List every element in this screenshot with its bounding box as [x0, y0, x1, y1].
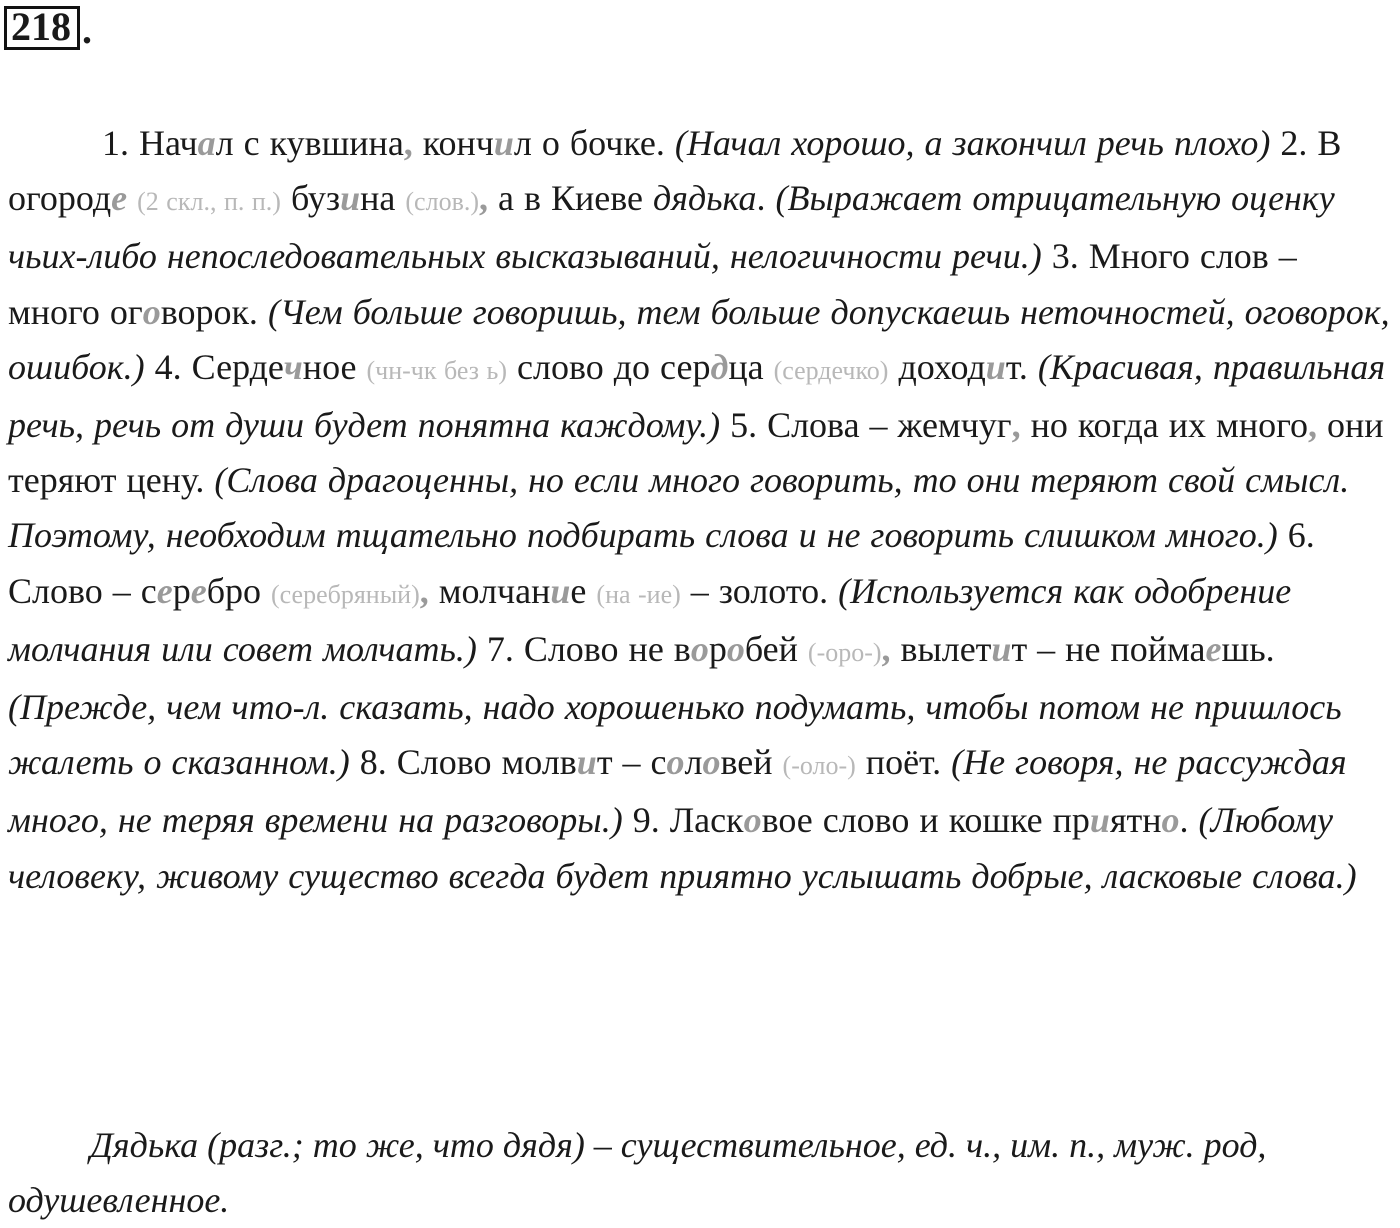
text-run: поёт.	[855, 742, 952, 783]
exercise-text	[8, 116, 1396, 904]
text-run: е	[570, 570, 597, 611]
explanation: (Начал хорошо, а закончил речь плохо)	[674, 123, 1271, 163]
explanation: (Красивая, правильная речь, речь от души будет понятна каждому.)	[8, 346, 1386, 446]
text-run: т – не пойма	[1011, 628, 1206, 669]
text-run	[127, 178, 137, 218]
text-run: но когда их много	[1020, 405, 1308, 446]
text-run: а в Киеве	[488, 178, 653, 219]
highlighted-letter: и	[991, 628, 1012, 669]
text-run: ворок.	[160, 291, 268, 332]
text-run: т – с	[596, 742, 667, 783]
text-run: т.	[1005, 346, 1038, 387]
highlighted-letter: е	[1205, 628, 1222, 669]
text-run: вое слово и кошке пр	[761, 800, 1090, 841]
explanation: (Чем больше говоришь, тем больше допускаешь неточностей, оговорок, ошибок.)	[8, 291, 1390, 387]
text-run: доход	[888, 346, 986, 387]
grammar-note: (на -ие)	[596, 579, 681, 609]
grammar-note: (-оро-)	[807, 637, 882, 667]
explanation: (Прежде, чем что-л. сказать, надо хорошенько подумать, чтобы потом не пришлось жалеть о сказанном.)	[8, 687, 1342, 783]
text-run: – золото.	[680, 570, 839, 611]
grammar-note: (чн-чк без ь)	[366, 355, 508, 385]
highlighted-letter: и	[985, 346, 1006, 387]
grammar-note: (-оло-)	[782, 751, 856, 781]
explanation: (Не говоря, не рассуждая много, не теряя времени на разговоры.)	[8, 742, 1347, 841]
highlighted-comma: ,	[419, 570, 429, 611]
highlighted-comma: ,	[1011, 405, 1021, 446]
text-run: буз	[280, 178, 341, 219]
highlighted-letter: о	[726, 628, 745, 669]
text-run: л	[684, 742, 703, 783]
exercise-number-dot: .	[82, 7, 92, 52]
text-run: ятн	[1109, 800, 1162, 841]
text-run: р	[708, 628, 727, 669]
highlighted-letter: а	[197, 123, 216, 163]
italic-word: дядька	[653, 178, 757, 219]
grammar-note: (2 скл., п. п.)	[137, 187, 281, 217]
text-run: ца	[728, 346, 774, 387]
text-run: .	[756, 178, 776, 219]
highlighted-comma: ,	[403, 123, 413, 163]
text-run: конч	[412, 123, 494, 163]
explanation: (Слова драгоценны, но если много говорить, то они теряют свой смысл. Поэтому, необходим тщательно подбирать слова и не говорить слишком много.)	[8, 460, 1350, 556]
text-run: 6. Слово – с	[8, 515, 1315, 611]
text-run: л о бочке.	[513, 123, 675, 163]
highlighted-letter: о	[743, 800, 762, 841]
highlighted-letter: о	[1161, 800, 1180, 841]
text-run: ное	[302, 346, 367, 387]
grammar-note: (серебряный)	[271, 579, 420, 609]
text-run: л с кувшина	[215, 123, 404, 163]
text-run: молчан	[428, 570, 551, 611]
highlighted-letter: д	[710, 346, 729, 387]
text-run: на	[360, 178, 406, 219]
text-run: они теряют цену.	[8, 405, 1384, 501]
text-run: 9. Ласк	[622, 800, 744, 841]
text-run: бро	[206, 570, 272, 611]
text-run: бей	[744, 628, 808, 669]
highlighted-letter: и	[576, 742, 597, 783]
highlighted-letter: и	[493, 123, 514, 163]
text-run: 8. Слово молв	[349, 742, 577, 783]
highlighted-letter: е	[156, 570, 173, 611]
highlighted-letter: ч	[283, 346, 303, 387]
text-run: .	[1179, 800, 1199, 841]
grammar-note: (слов.)	[405, 187, 479, 217]
text-run: 4. Серде	[144, 346, 284, 387]
highlighted-letter: о	[690, 628, 709, 669]
explanation: (Любому человеку, живому существо всегда будет приятно услышать добрые, ласковые слова.)	[8, 800, 1357, 896]
highlighted-comma: ,	[479, 178, 488, 219]
highlighted-letter: и	[340, 178, 361, 219]
text-run: шь.	[1221, 628, 1275, 669]
text-run: 3. Много слов – много ог	[8, 236, 1297, 332]
highlighted-comma: ,	[1307, 405, 1317, 446]
text-run: р	[172, 570, 191, 611]
highlighted-letter: о	[702, 742, 721, 783]
text-run: 2. В огород	[8, 123, 1342, 219]
text-run: вей	[720, 742, 783, 783]
text-run: 5. Слова – жемчуг	[720, 405, 1012, 446]
highlighted-letter: и	[550, 570, 571, 611]
text-run: вылет	[890, 628, 992, 669]
text-run: слово до сер	[507, 346, 711, 387]
explanation: (Выражает отрицательную оценку чьих-либо непоследовательных высказываний, нелогичности речи.)	[8, 178, 1335, 277]
text-run: 7. Слово не в	[476, 628, 691, 669]
explanation: (Используется как одобрение молчания или совет молчать.)	[8, 570, 1292, 669]
highlighted-comma: ,	[881, 628, 891, 669]
text-run: 1. Нач	[102, 123, 198, 163]
highlighted-letter: и	[1089, 800, 1110, 841]
highlighted-letter: е	[111, 178, 128, 219]
highlighted-letter: е	[190, 570, 207, 611]
exercise-number-label	[4, 6, 92, 50]
grammar-note: (сердечко)	[773, 355, 889, 385]
highlighted-letter: о	[666, 742, 685, 783]
highlighted-letter: о	[142, 291, 161, 332]
word-definition: Дядька (разг.; то же, что дядя) – существительное, ед. ч., им. п., муж. род, одушевленное.	[8, 1125, 1267, 1221]
exercise-number: 218	[4, 6, 80, 50]
